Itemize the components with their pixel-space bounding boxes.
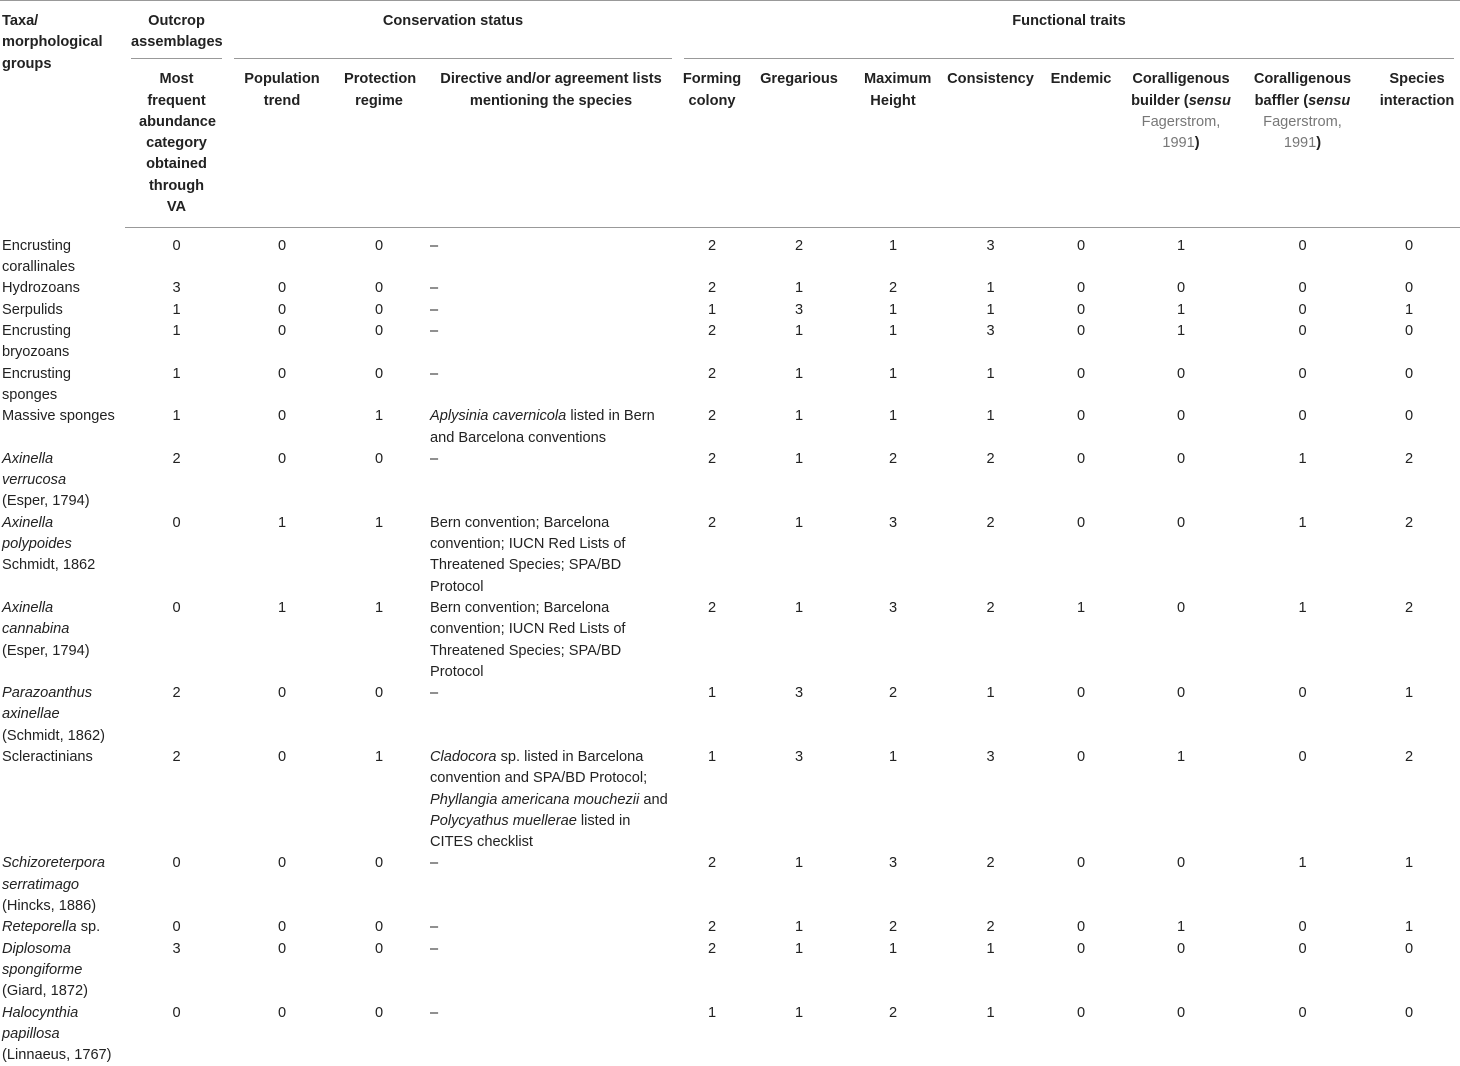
- cell-abundance: 0: [172, 599, 181, 616]
- cell-gregarious: 1: [794, 940, 804, 957]
- cell-directive: [422, 449, 678, 513]
- cell-consistency: 1: [986, 408, 995, 425]
- cell-coralligenous-baffler: 0: [1298, 919, 1307, 936]
- cell-coralligenous-builder: 1: [1176, 749, 1186, 765]
- cell-population-trend: 0: [277, 855, 287, 872]
- cell-maximum-height: 1: [888, 940, 898, 957]
- cell-population-trend: 0: [277, 450, 287, 467]
- text-segment: (Schmidt, 1862): [2, 727, 106, 744]
- cell-forming-colony: 1: [707, 685, 717, 702]
- text-segment: Encrusting corallinales: [2, 237, 76, 276]
- cell-coralligenous-builder: 0: [1176, 855, 1186, 872]
- cell-population-trend: 0: [277, 238, 287, 255]
- cell-coralligenous-baffler: 1: [1298, 514, 1307, 531]
- italic-text: Halocynthia papillosa: [2, 1004, 79, 1042]
- table-row: [0, 1003, 1460, 1066]
- cell-coralligenous-baffler: 0: [1298, 301, 1307, 318]
- cell-forming-colony: 1: [707, 301, 717, 318]
- cell-endemic: 0: [1076, 408, 1086, 425]
- cell-coralligenous-baffler: 0: [1298, 365, 1307, 382]
- table-row: [0, 853, 1460, 917]
- cell-maximum-height: 1: [888, 323, 898, 340]
- cell-population-trend: 1: [277, 514, 287, 531]
- cell-maximum-height: 1: [888, 238, 898, 255]
- cell-coralligenous-baffler: 0: [1298, 685, 1307, 702]
- cell-coralligenous-builder: 0: [1176, 280, 1186, 297]
- cell-population-trend: 0: [277, 365, 287, 382]
- cell-maximum-height: 2: [888, 1004, 898, 1021]
- cell-forming-colony: 1: [707, 1004, 717, 1021]
- cell-protection-regime: 0: [374, 365, 384, 382]
- italic-text: Polycyathus muellerae: [430, 812, 577, 829]
- text-segment: and: [639, 791, 668, 808]
- cell-coralligenous-baffler: 0: [1298, 940, 1307, 957]
- cell-forming-colony: 2: [707, 450, 717, 467]
- cell-coralligenous-builder: 0: [1176, 1004, 1186, 1021]
- cell-population-trend: 0: [277, 323, 287, 340]
- table-row: [0, 747, 1460, 853]
- cell-coralligenous-builder: 1: [1176, 323, 1186, 340]
- table-row: [0, 513, 1460, 598]
- cell-coralligenous-baffler: 1: [1298, 599, 1307, 616]
- cell-population-trend: 0: [277, 685, 287, 702]
- cell-abundance: 2: [172, 749, 181, 765]
- cell-protection-regime: 0: [374, 280, 384, 297]
- header-species-interaction: Species interaction: [1358, 59, 1460, 228]
- cell-population-trend: 0: [277, 940, 287, 957]
- cell-gregarious: 1: [794, 450, 804, 467]
- cell-species-interaction: 1: [1404, 301, 1414, 318]
- text-segment: (Linnaeus, 1767): [2, 1047, 112, 1064]
- cell-maximum-height: 2: [888, 280, 898, 297]
- cell-species-interaction: 2: [1404, 599, 1414, 616]
- cell-consistency: 2: [986, 450, 995, 467]
- cell-consistency: 1: [986, 685, 995, 702]
- cell-protection-regime: 0: [374, 685, 384, 702]
- citation-link[interactable]: Fagerstrom, 1991: [1263, 113, 1342, 152]
- cell-forming-colony: 2: [707, 599, 717, 616]
- cell-abundance: 1: [172, 323, 181, 340]
- cell-consistency: 3: [986, 238, 995, 255]
- cell-species-interaction: 0: [1404, 323, 1414, 340]
- header-directive: Directive and/or agreement lists mentioning the species: [422, 59, 678, 228]
- cell-population-trend: 0: [277, 301, 287, 318]
- cell-endemic: 0: [1076, 749, 1086, 765]
- text-segment: Hydrozoans: [2, 280, 80, 297]
- cell-protection-regime: 0: [374, 450, 384, 467]
- cell-protection-regime: 0: [374, 855, 384, 872]
- cell-coralligenous-builder: 1: [1176, 919, 1186, 936]
- text-segment: Schmidt, 1862: [2, 557, 96, 574]
- cell-protection-regime: 1: [374, 408, 384, 425]
- text-segment: Bern convention; Barcelona convention; IUCN Red Lists of Threatened Species; SPA/BD Protocol: [430, 599, 626, 680]
- header-functional: Functional traits: [678, 1, 1460, 60]
- cell-abundance: 3: [172, 280, 181, 297]
- cell-endemic: 0: [1076, 919, 1086, 936]
- cell-coralligenous-builder: 0: [1176, 365, 1186, 382]
- cell-directive: [422, 300, 678, 321]
- cell-abundance: 0: [172, 238, 181, 255]
- table-row: [0, 321, 1460, 364]
- italic-text: Reteporella: [2, 919, 77, 936]
- table-row: [0, 939, 1460, 1003]
- cell-taxon: [0, 364, 125, 407]
- header-endemic: Endemic: [1047, 59, 1115, 228]
- cell-gregarious: 3: [794, 301, 804, 318]
- table-row: [0, 598, 1460, 683]
- cell-species-interaction: 0: [1404, 280, 1414, 297]
- cell-forming-colony: 2: [707, 280, 717, 297]
- cell-consistency: 2: [986, 599, 995, 616]
- text-segment: (Esper, 1794): [2, 493, 90, 510]
- cell-taxon: [0, 683, 125, 747]
- header-taxa: Taxa/ morphological groups: [2, 13, 103, 72]
- cell-consistency: 3: [986, 749, 995, 765]
- cell-forming-colony: 2: [707, 855, 717, 872]
- text-segment: listed in CITES checklist: [430, 812, 631, 851]
- table-row: [0, 406, 1460, 449]
- cell-species-interaction: 1: [1404, 855, 1414, 872]
- text-segment: –: [430, 323, 439, 340]
- text-segment: Encrusting sponges: [2, 365, 71, 403]
- cell-protection-regime: 0: [374, 940, 384, 957]
- cell-endemic: 0: [1076, 301, 1086, 318]
- header-consistency: Consistency: [934, 59, 1047, 228]
- text-segment: –: [430, 238, 439, 255]
- text-segment: listed in Bern and Barcelona conventions: [430, 408, 655, 446]
- cell-coralligenous-baffler: 0: [1298, 323, 1307, 340]
- cell-directive: [422, 321, 678, 364]
- cell-coralligenous-builder: 0: [1176, 685, 1186, 702]
- cell-abundance: 0: [172, 855, 181, 872]
- cell-coralligenous-baffler: 1: [1298, 450, 1307, 467]
- cell-species-interaction: 0: [1404, 1004, 1414, 1021]
- cell-forming-colony: 2: [707, 238, 717, 255]
- table-row: [0, 278, 1460, 299]
- cell-endemic: 0: [1076, 323, 1086, 340]
- text-segment: (Giard, 1872): [2, 983, 88, 1000]
- cell-consistency: 1: [986, 280, 995, 297]
- text-segment: –: [430, 450, 439, 467]
- cell-directive: [422, 1003, 678, 1066]
- text-segment: sp.: [76, 919, 101, 936]
- cell-gregarious: 3: [794, 685, 804, 702]
- cell-taxon: [0, 939, 125, 1003]
- text-segment: (Hincks, 1886): [2, 898, 97, 915]
- italic-text: Schizoreterpora serratimago: [2, 855, 106, 893]
- cell-species-interaction: 0: [1404, 238, 1414, 255]
- header-outcrop: Outcrop assemblages: [125, 1, 228, 60]
- cell-abundance: 2: [172, 685, 181, 702]
- citation-link[interactable]: Fagerstrom, 1991: [1141, 113, 1221, 152]
- cell-taxon: [0, 747, 125, 853]
- cell-species-interaction: 0: [1404, 940, 1414, 957]
- text-segment: Encrusting bryozoans: [2, 323, 71, 361]
- cell-species-interaction: 0: [1404, 408, 1414, 425]
- cell-protection-regime: 1: [374, 599, 384, 616]
- cell-maximum-height: 1: [888, 365, 898, 382]
- table-body: [0, 228, 1460, 1066]
- text-segment: Massive sponges: [2, 408, 115, 425]
- cell-directive: [422, 598, 678, 683]
- cell-forming-colony: 2: [707, 323, 717, 340]
- text-segment: –: [430, 855, 439, 872]
- cell-forming-colony: 2: [707, 408, 717, 425]
- cell-taxon: [0, 300, 125, 321]
- cell-abundance: 0: [172, 1004, 181, 1021]
- cell-taxon: [0, 513, 125, 598]
- cell-species-interaction: 2: [1404, 450, 1414, 467]
- cell-directive: [422, 939, 678, 1003]
- cell-forming-colony: 2: [707, 514, 717, 531]
- cell-directive: [422, 364, 678, 407]
- cell-gregarious: 1: [794, 323, 804, 340]
- cell-consistency: 1: [986, 301, 995, 318]
- italic-text: Parazoanthus axinellae: [2, 685, 93, 723]
- cell-consistency: 2: [986, 514, 995, 531]
- cell-gregarious: 1: [794, 1004, 804, 1021]
- cell-coralligenous-builder: 0: [1176, 599, 1186, 616]
- cell-forming-colony: 2: [707, 365, 717, 382]
- cell-species-interaction: 2: [1404, 514, 1414, 531]
- text-segment: Bern convention; Barcelona convention; IUCN Red Lists of Threatened Species; SPA/BD Protocol: [430, 514, 626, 595]
- table-row: [0, 449, 1460, 513]
- text-segment: –: [430, 280, 439, 297]
- cell-species-interaction: 1: [1404, 919, 1414, 936]
- cell-endemic: 0: [1076, 514, 1086, 531]
- cell-maximum-height: 3: [888, 514, 898, 531]
- cell-forming-colony: 2: [707, 940, 717, 957]
- cell-population-trend: 0: [277, 919, 287, 936]
- cell-endemic: 0: [1076, 940, 1086, 957]
- cell-population-trend: 0: [277, 1004, 287, 1021]
- cell-protection-regime: 0: [374, 1004, 384, 1021]
- cell-taxon: [0, 321, 125, 364]
- cell-endemic: 0: [1076, 365, 1086, 382]
- header-coralligenous-builder: Coralligenous builder (sensu Fagerstrom, 1991): [1115, 59, 1247, 228]
- cell-gregarious: 2: [794, 238, 804, 255]
- cell-population-trend: 0: [277, 749, 287, 765]
- cell-coralligenous-baffler: 0: [1298, 238, 1307, 255]
- cell-directive: [422, 747, 678, 853]
- text-segment: Serpulids: [2, 301, 63, 318]
- text-segment: –: [430, 365, 439, 382]
- italic-text: Diplosoma spongiforme: [2, 940, 83, 978]
- cell-protection-regime: 0: [374, 301, 384, 318]
- cell-forming-colony: 1: [707, 749, 717, 765]
- cell-taxon: [0, 278, 125, 299]
- cell-endemic: 0: [1076, 238, 1086, 255]
- cell-consistency: 1: [986, 365, 995, 382]
- cell-taxon: [0, 228, 125, 279]
- header-gregarious: Gregarious: [746, 59, 852, 228]
- cell-gregarious: 1: [794, 599, 804, 616]
- cell-species-interaction: 1: [1404, 685, 1414, 702]
- text-segment: sp. listed in Barcelona convention and SPA/BD Protocol;: [430, 749, 648, 787]
- cell-gregarious: 1: [794, 514, 804, 531]
- cell-maximum-height: 1: [888, 301, 898, 318]
- cell-species-interaction: 2: [1404, 749, 1414, 765]
- cell-population-trend: 1: [277, 599, 287, 616]
- cell-consistency: 1: [986, 1004, 995, 1021]
- cell-consistency: 2: [986, 855, 995, 872]
- cell-coralligenous-builder: 0: [1176, 940, 1186, 957]
- table-row: [0, 300, 1460, 321]
- cell-abundance: 1: [172, 301, 181, 318]
- cell-taxon: [0, 917, 125, 938]
- cell-coralligenous-baffler: 0: [1298, 280, 1307, 297]
- cell-protection-regime: 0: [374, 323, 384, 340]
- header-protection-regime: Protection regime: [336, 59, 422, 228]
- table-row: [0, 683, 1460, 747]
- cell-directive: [422, 278, 678, 299]
- cell-maximum-height: 3: [888, 855, 898, 872]
- cell-population-trend: 0: [277, 280, 287, 297]
- cell-maximum-height: 3: [888, 599, 898, 616]
- cell-gregarious: 1: [794, 408, 804, 425]
- text-segment: –: [430, 919, 439, 936]
- cell-protection-regime: 1: [374, 514, 384, 531]
- text-segment: –: [430, 940, 439, 957]
- header-population-trend: Population trend: [228, 59, 336, 228]
- cell-gregarious: 1: [794, 280, 804, 297]
- header-conservation: Conservation status: [228, 1, 678, 60]
- cell-abundance: 2: [172, 450, 181, 467]
- cell-directive: [422, 406, 678, 449]
- cell-directive: [422, 228, 678, 279]
- italic-text: Aplysinia cavernicola: [430, 408, 567, 425]
- cell-maximum-height: 1: [888, 749, 898, 765]
- cell-coralligenous-builder: 0: [1176, 408, 1186, 425]
- cell-taxon: [0, 449, 125, 513]
- cell-taxon: [0, 598, 125, 683]
- cell-gregarious: 3: [794, 749, 804, 765]
- cell-consistency: 3: [986, 323, 995, 340]
- cell-taxon: [0, 406, 125, 449]
- cell-consistency: 2: [986, 919, 995, 936]
- cell-coralligenous-baffler: 1: [1298, 855, 1307, 872]
- italic-text: Cladocora: [430, 749, 497, 765]
- cell-coralligenous-baffler: 0: [1298, 1004, 1307, 1021]
- cell-maximum-height: 2: [888, 685, 898, 702]
- cell-abundance: 1: [172, 365, 181, 382]
- text-segment: Scleractinians: [2, 749, 93, 765]
- cell-directive: [422, 683, 678, 747]
- cell-coralligenous-builder: 1: [1176, 301, 1186, 318]
- cell-maximum-height: 1: [888, 408, 898, 425]
- table-header: [0, 1, 1460, 228]
- header-coralligenous-baffler: Coralligenous baffler (sensu Fagerstrom, 1991): [1247, 59, 1358, 228]
- table-row: [0, 228, 1460, 279]
- cell-directive: [422, 917, 678, 938]
- cell-abundance: 0: [172, 514, 181, 531]
- italic-text: Axinella verrucosa: [2, 450, 67, 489]
- cell-taxon: [0, 853, 125, 917]
- text-segment: –: [430, 685, 439, 702]
- table-row: [0, 364, 1460, 407]
- cell-maximum-height: 2: [888, 919, 898, 936]
- text-segment: –: [430, 1004, 439, 1021]
- cell-gregarious: 1: [794, 365, 804, 382]
- cell-endemic: 1: [1076, 599, 1086, 616]
- cell-coralligenous-builder: 1: [1176, 238, 1186, 255]
- italic-text: Axinella polypoides: [2, 514, 72, 553]
- cell-population-trend: 0: [277, 408, 287, 425]
- cell-coralligenous-builder: 0: [1176, 450, 1186, 467]
- text-segment: (Esper, 1794): [2, 642, 90, 659]
- cell-species-interaction: 0: [1404, 365, 1414, 382]
- italic-text: Phyllangia americana mouchezii: [430, 791, 640, 808]
- cell-protection-regime: 0: [374, 919, 384, 936]
- header-abundance: Most frequent abundance category obtained through VA: [125, 59, 228, 228]
- cell-maximum-height: 2: [888, 450, 898, 467]
- cell-consistency: 1: [986, 940, 995, 957]
- cell-abundance: 1: [172, 408, 181, 425]
- text-segment: –: [430, 301, 439, 318]
- cell-gregarious: 1: [794, 855, 804, 872]
- cell-coralligenous-baffler: 0: [1298, 408, 1307, 425]
- cell-directive: [422, 853, 678, 917]
- cell-coralligenous-baffler: 0: [1298, 749, 1307, 765]
- cell-protection-regime: 1: [374, 749, 384, 765]
- cell-gregarious: 1: [794, 919, 804, 936]
- cell-endemic: 0: [1076, 855, 1086, 872]
- cell-abundance: 3: [172, 940, 181, 957]
- cell-endemic: 0: [1076, 1004, 1086, 1021]
- header-maximum-height: Maximum Height: [852, 59, 934, 228]
- cell-taxon: [0, 1003, 125, 1066]
- header-forming-colony: Forming colony: [678, 59, 746, 228]
- cell-forming-colony: 2: [707, 919, 717, 936]
- cell-coralligenous-builder: 0: [1176, 514, 1186, 531]
- cell-endemic: 0: [1076, 450, 1086, 467]
- table-row: [0, 917, 1460, 938]
- cell-abundance: 0: [172, 919, 181, 936]
- cell-directive: [422, 513, 678, 598]
- italic-text: Axinella cannabina: [2, 599, 70, 638]
- cell-endemic: 0: [1076, 280, 1086, 297]
- cell-endemic: 0: [1076, 685, 1086, 702]
- cell-protection-regime: 0: [374, 238, 384, 255]
